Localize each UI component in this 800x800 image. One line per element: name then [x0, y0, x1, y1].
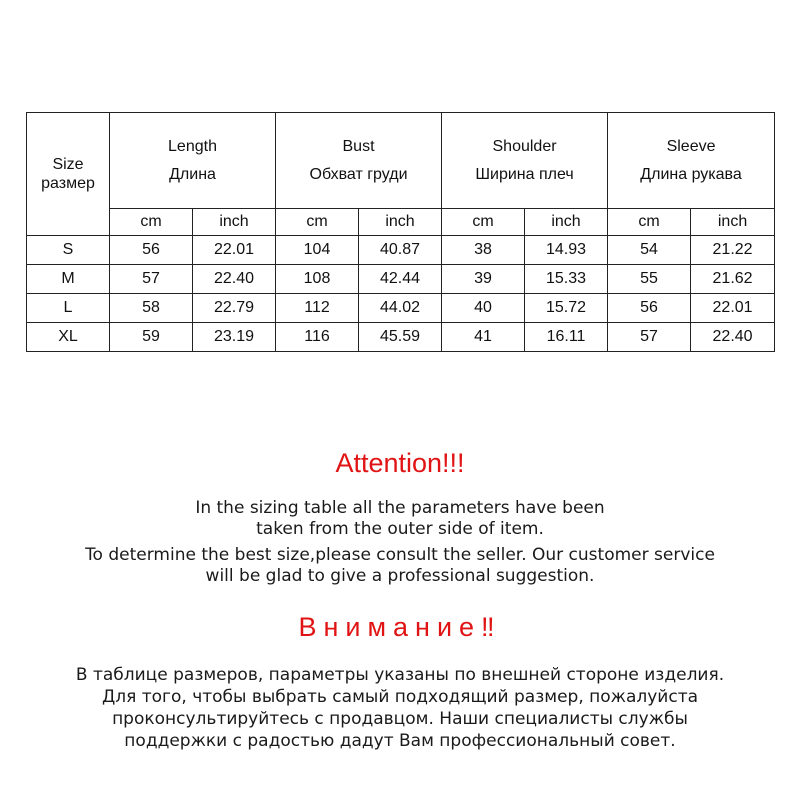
value-cell: 15.33 — [525, 265, 608, 294]
table-row — [27, 265, 775, 294]
note-en-paragraph-2 — [0, 545, 800, 587]
sleeve-header — [608, 113, 775, 209]
length-header-ru: Длина — [169, 165, 216, 183]
value-cell: 55 — [608, 265, 691, 294]
unit-cell: cm — [110, 209, 193, 236]
note-ru-paragraph — [0, 664, 800, 752]
table-row — [27, 236, 775, 265]
length-header — [110, 113, 276, 209]
note-line: В таблице размеров, параметры указаны по внешней стороне изделия. — [75, 665, 725, 685]
value-cell: 40.87 — [359, 236, 442, 265]
table-row — [27, 294, 775, 323]
value-cell: 21.22 — [691, 236, 775, 265]
value-cell: 104 — [276, 236, 359, 265]
size-cell: S — [27, 236, 110, 265]
value-cell: 112 — [276, 294, 359, 323]
value-cell: 58 — [110, 294, 193, 323]
unit-cell: cm — [608, 209, 691, 236]
value-cell: 38 — [442, 236, 525, 265]
value-cell: 15.72 — [525, 294, 608, 323]
note-line: проконсультируйтесь с продавцом. Наши специалисты службы — [112, 709, 688, 729]
value-cell: 44.02 — [359, 294, 442, 323]
sleeve-header-en: Sleeve — [666, 137, 716, 155]
value-cell: 57 — [608, 323, 691, 352]
value-cell: 56 — [608, 294, 691, 323]
size-table — [26, 112, 775, 352]
bust-header — [276, 113, 442, 209]
note-line: will be glad to give a professional suggestion. — [205, 566, 595, 586]
value-cell: 59 — [110, 323, 193, 352]
size-cell: XL — [27, 323, 110, 352]
unit-cell: inch — [193, 209, 276, 236]
value-cell: 14.93 — [525, 236, 608, 265]
size-cell: M — [27, 265, 110, 294]
value-cell: 22.40 — [691, 323, 775, 352]
size-header-en: Size — [52, 155, 84, 173]
note-line: In the sizing table all the parameters have been — [195, 498, 605, 518]
value-cell: 45.59 — [359, 323, 442, 352]
note-line: taken from the outer side of item. — [256, 519, 544, 539]
unit-cell: cm — [276, 209, 359, 236]
value-cell: 116 — [276, 323, 359, 352]
sleeve-header-ru: Длина рукава — [640, 165, 742, 183]
size-header-ru: размер — [41, 175, 95, 192]
shoulder-header-ru: Ширина плеч — [475, 165, 574, 183]
note-line: Для того, чтобы выбрать самый подходящий размер, пожалуйста — [101, 687, 699, 707]
value-cell: 42.44 — [359, 265, 442, 294]
value-cell: 22.01 — [193, 236, 276, 265]
value-cell: 39 — [442, 265, 525, 294]
unit-cell: inch — [359, 209, 442, 236]
size-cell: L — [27, 294, 110, 323]
shoulder-header-en: Shoulder — [492, 137, 557, 155]
table-row — [27, 323, 775, 352]
shoulder-header — [442, 113, 608, 209]
value-cell: 108 — [276, 265, 359, 294]
value-cell: 56 — [110, 236, 193, 265]
note-en-paragraph-1 — [0, 498, 800, 540]
size-column-header — [27, 113, 110, 236]
value-cell: 54 — [608, 236, 691, 265]
attention-heading-ru: Внимание‼ — [298, 612, 502, 642]
attention-heading-en: Attention!!! — [335, 448, 465, 478]
value-cell: 41 — [442, 323, 525, 352]
units-row — [27, 209, 775, 236]
note-line: поддержки с радостью дадут Вам профессиональный совет. — [124, 731, 676, 751]
length-header-en: Length — [168, 137, 217, 155]
value-cell: 21.62 — [691, 265, 775, 294]
bust-header-ru: Обхват груди — [309, 165, 408, 183]
value-cell: 23.19 — [193, 323, 276, 352]
note-line: To determine the best size,please consult the seller. Our customer service — [85, 545, 715, 565]
unit-cell: inch — [525, 209, 608, 236]
value-cell: 22.01 — [691, 294, 775, 323]
value-cell: 40 — [442, 294, 525, 323]
value-cell: 57 — [110, 265, 193, 294]
value-cell: 22.79 — [193, 294, 276, 323]
value-cell: 16.11 — [525, 323, 608, 352]
table-header-row — [27, 113, 775, 209]
unit-cell: inch — [691, 209, 775, 236]
unit-cell: cm — [442, 209, 525, 236]
bust-header-en: Bust — [342, 137, 375, 155]
value-cell: 22.40 — [193, 265, 276, 294]
